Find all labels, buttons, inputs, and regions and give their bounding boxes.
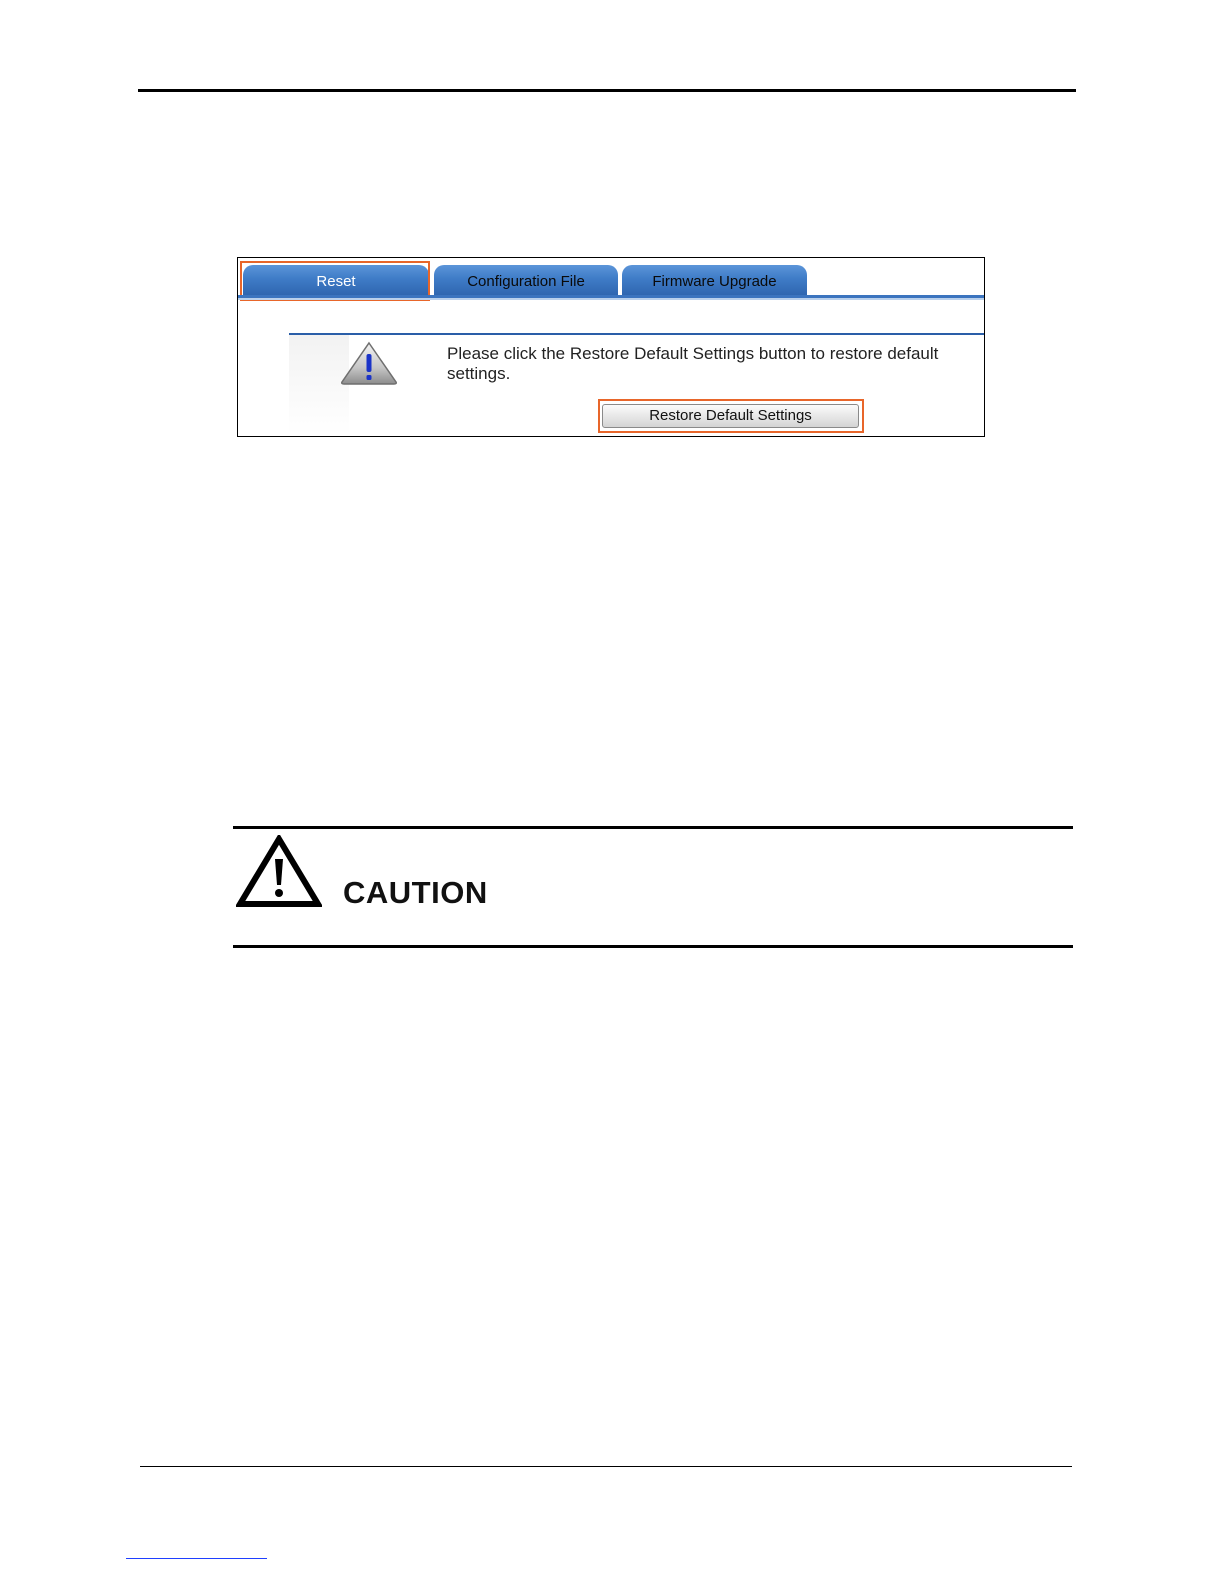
tab-firmware-upgrade[interactable]: Firmware Upgrade	[622, 265, 807, 295]
footer-rule	[140, 1466, 1072, 1467]
restore-default-settings-button[interactable]: Restore Default Settings	[602, 404, 859, 428]
reset-page-screenshot	[237, 257, 985, 437]
warning-triangle-icon	[340, 341, 398, 385]
caution-bottom-rule	[233, 945, 1073, 948]
tab-configuration-file[interactable]: Configuration File	[434, 265, 618, 295]
tab-bar-shadow	[238, 298, 984, 300]
footer-link-underline[interactable]	[126, 1558, 267, 1559]
caution-triangle-icon	[236, 835, 322, 909]
tab-reset[interactable]: Reset	[243, 265, 429, 295]
header-rule	[138, 89, 1076, 92]
panel-divider	[289, 333, 985, 335]
caution-top-rule	[233, 826, 1073, 829]
restore-message: Please click the Restore Default Settings button to restore default settings.	[447, 344, 939, 383]
caution-label: CAUTION	[343, 875, 488, 910]
